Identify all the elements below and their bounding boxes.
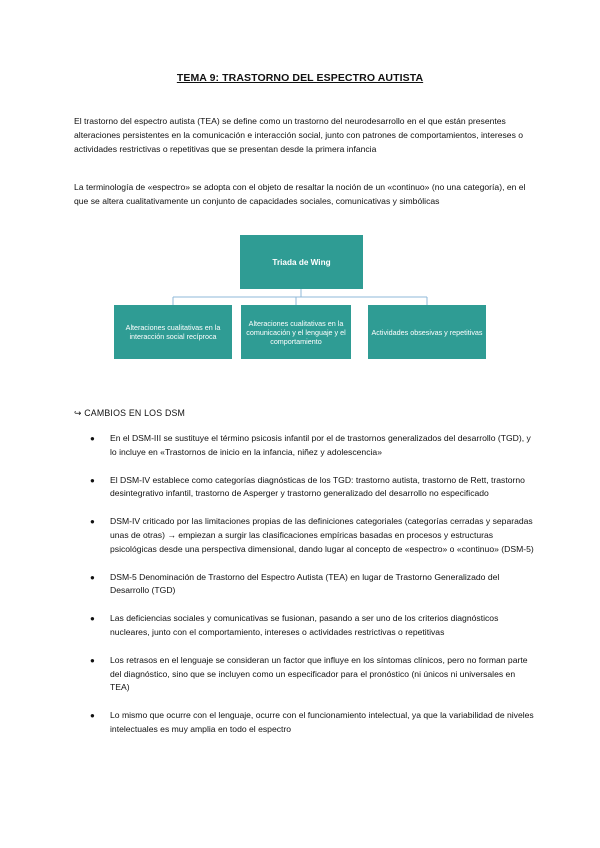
list-item-text: DSM-5 Denominación de Trastorno del Espectro Autista (TEA) en lugar de Trastorno Generalizado del Desarrollo (TGD) [110, 571, 500, 596]
diagram-child-communication: Alteraciones cualitativas en la comunicación y el lenguaje y el comportamiento [241, 305, 351, 359]
list-item-text: Las deficiencias sociales y comunicativas se fusionan, pasando a ser uno de los criterios diagnósticos nucleares, junto con el comportamiento, intereses o actividades restrictivas o repetitivas [110, 613, 499, 637]
bullet-icon: ● [90, 655, 95, 665]
diagram-root-box: Triada de Wing [240, 235, 363, 289]
list-item-text: En el DSM-III se sustituye el término psicosis infantil por el de trastornos generalizados del desarrollo (TGD), y lo incluye en «Trastornos de inicio en la infancia, niñez y adolescencia» [110, 433, 531, 457]
bullet-icon: ● [90, 517, 95, 527]
bullet-icon: ● [90, 572, 95, 582]
list-item [74, 612, 534, 640]
list-item [74, 571, 534, 599]
list-item-text: Los retrasos en el lenguaje se consideran un factor que influye en los síntomas clínicos, pero no forman parte del diagnóstico, sino que se incluyen como un especificador para el pronóstico (ni únicos ni universales en TEA) [110, 654, 528, 693]
wing-triad-diagram [108, 226, 492, 367]
list-item [74, 654, 534, 695]
diagram-child-social: Alteraciones cualitativas en la interacción social recíproca [114, 305, 232, 359]
bullet-icon: ● [90, 614, 95, 624]
terminology-paragraph: La terminología de «espectro» se adopta con el objeto de resaltar la noción de un «continuo» (no una categoría), en el que se altera cualitativamente un conjunto de capacidades sociales, comunicativas y simbólicas [74, 182, 526, 206]
list-item [74, 474, 534, 502]
list-item-text: El DSM-IV establece como categorías diagnósticas de los TGD: trastorno autista, trastorno de Rett, trastorno desintegrativo infantil, trastorno de Asperger y trastorno generalizado del desarrollo no especificado [110, 474, 525, 499]
page-title: TEMA 9: TRASTORNO DEL ESPECTRO AUTISTA [176, 72, 424, 84]
intro-paragraph: El trastorno del espectro autista (TEA) se define como un trastorno del neurodesarrollo en el que están presentes alteraciones persistentes en la comunicación e interacción social, junto con patrones de comportamientos, intereses o actividades restrictivas o repetitivas que se presentan desde la primera infancia [74, 116, 524, 154]
list-item-text: Lo mismo que ocurre con el lenguaje, ocurre con el funcionamiento intelectual, ya que la variabilidad de niveles intelectuales es muy amplia en todo el espectro [110, 710, 534, 734]
bullet-icon: ● [90, 711, 95, 721]
list-item-text: DSM-IV criticado por las limitaciones propias de las definiciones categoriales (categorías cerradas y separadas unas de otras) → empiezan a surgir las clasificaciones empíricas basadas en procesos y estructuras psicológicas desde una perspectiva dimensional, dando lugar al concepto de «espectro» o «continuo» (DSM-5) [110, 516, 534, 554]
diagram-child-repetitive: Actividades obsesivas y repetitivas [368, 305, 486, 359]
list-item [74, 709, 534, 737]
bullet-icon: ● [90, 434, 95, 443]
bullet-icon: ● [90, 475, 95, 485]
list-item [74, 515, 534, 556]
section-heading: ↪ CAMBIOS EN LOS DSM [74, 408, 186, 418]
list-item [74, 432, 534, 460]
dsm-changes-list [74, 432, 534, 751]
